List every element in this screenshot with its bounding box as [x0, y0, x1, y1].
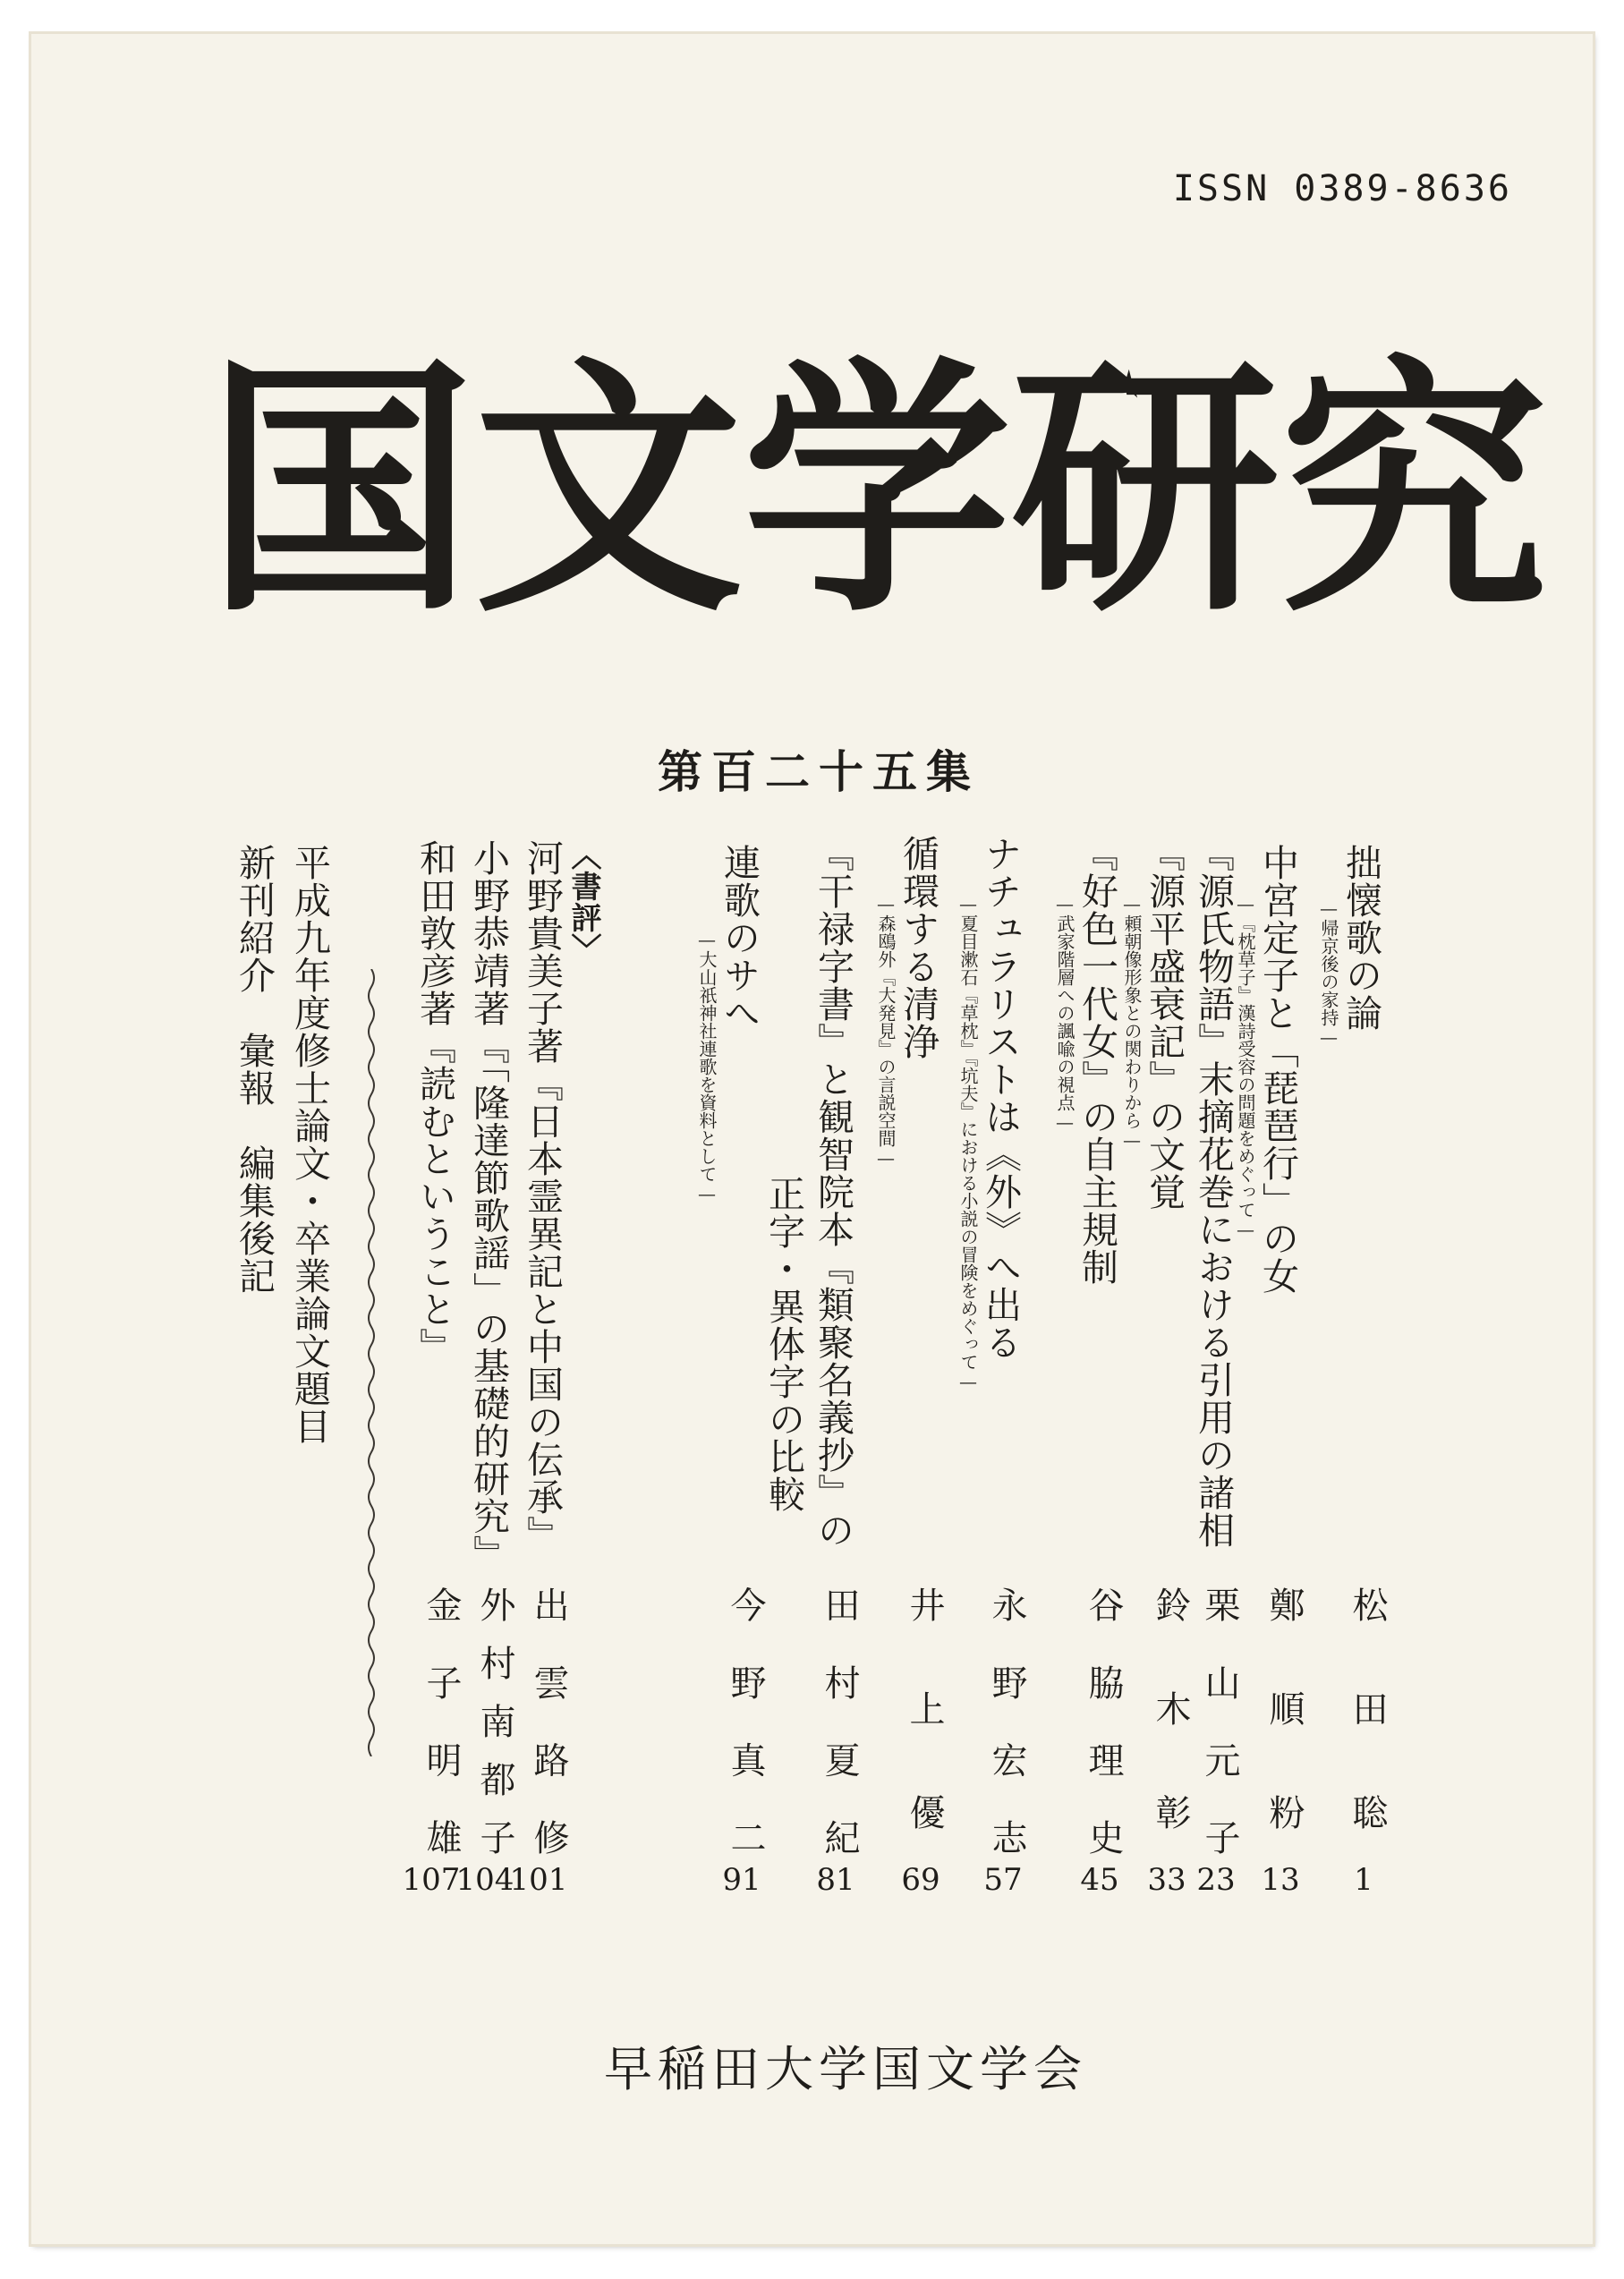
article-page: 1	[1354, 1862, 1373, 1898]
title-char: 研	[1011, 332, 1280, 648]
wavy-divider	[365, 969, 378, 1756]
article-page: 91	[722, 1862, 761, 1898]
article-page: 69	[901, 1862, 940, 1898]
review-title: 和田敦彦著『読むということ』	[413, 839, 456, 1365]
article-author: 今野真二	[725, 1586, 766, 1855]
article-subtitle: —武家階層への諷喩の視点—	[1054, 893, 1076, 1133]
publisher-name: 早稲田大学国文学会	[604, 2041, 1087, 2097]
article-title-continued: 正字・異体字の比較	[762, 1175, 805, 1513]
article-title: ナチュラリストは《外》へ出る	[979, 835, 1022, 1361]
reviews-heading: 〈書評〉	[565, 839, 601, 965]
article-subtitle: —大山祇神社連歌を資料として—	[696, 929, 718, 1204]
title-char: 学	[743, 332, 1011, 648]
article-author: 栗山元子	[1199, 1586, 1240, 1855]
article-title: 『源平盛衰記』の文覚	[1143, 835, 1186, 1211]
article-title: 中宮定子と「琵琶行」の女	[1256, 844, 1299, 1295]
review-author: 出雲路修	[528, 1586, 569, 1855]
review-page: 101	[509, 1862, 568, 1898]
review-author: 外村南都子	[474, 1586, 515, 1855]
article-title: 連歌のサへ	[718, 844, 761, 1032]
issn-number: ISSN 0389-8636	[1172, 168, 1512, 209]
article-author: 井上優	[904, 1586, 945, 1855]
journal-cover	[31, 34, 1593, 2244]
article-page: 23	[1196, 1862, 1236, 1898]
article-title: 循環する清浄	[897, 835, 940, 1060]
volume-number: 第百二十五集	[658, 746, 980, 798]
article-page: 13	[1261, 1862, 1300, 1898]
article-author: 谷脇理史	[1083, 1586, 1124, 1855]
article-author: 松田聡	[1347, 1586, 1388, 1855]
review-author: 金子明雄	[421, 1586, 462, 1855]
title-char: 文	[474, 332, 743, 648]
article-subtitle: —森鴎外『大発見』の言説空間—	[875, 893, 897, 1169]
misc-sections: 新刊紹介 彙報 編集後記	[233, 844, 276, 1295]
article-author: 田村夏紀	[819, 1586, 860, 1855]
review-title: 河野貴美子著『日本霊異記と中国の伝承』	[521, 839, 564, 1553]
article-title: 『源氏物語』末摘花巻における引用の諸相	[1192, 835, 1235, 1549]
article-subtitle: —帰京後の家持—	[1318, 897, 1339, 1048]
journal-title	[206, 302, 1548, 678]
article-subtitle: —夏目漱石『草枕』『坑夫』における小説の冒険をめぐって—	[957, 893, 979, 1392]
article-title: 『好色一代女』の自主規制	[1076, 835, 1118, 1286]
title-char: 究	[1280, 332, 1548, 648]
article-page: 33	[1147, 1862, 1186, 1898]
article-page: 81	[816, 1862, 855, 1898]
title-char: 国	[206, 332, 474, 648]
article-page: 45	[1080, 1862, 1119, 1898]
article-author: 永野宏志	[986, 1586, 1027, 1855]
review-page: 107	[402, 1862, 461, 1898]
review-page: 104	[455, 1862, 514, 1898]
article-author: 鄭順粉	[1263, 1586, 1305, 1855]
article-author: 鈴木彰	[1150, 1586, 1191, 1855]
article-subtitle: —頼朝像形象との関わりから—	[1121, 893, 1143, 1151]
article-page: 57	[983, 1862, 1023, 1898]
article-subtitle: —『枕草子』漢詩受容の問題をめぐって—	[1235, 893, 1256, 1240]
review-title: 小野恭靖著『「隆達節歌謡」の基礎的研究』	[467, 839, 510, 1573]
article-title: 拙懐歌の論	[1339, 844, 1382, 1032]
article-title: 『干禄字書』と観智院本『類聚名義抄』の	[812, 835, 855, 1549]
thesis-list-title: 平成九年度修士論文・卒業論文題目	[288, 844, 331, 1445]
